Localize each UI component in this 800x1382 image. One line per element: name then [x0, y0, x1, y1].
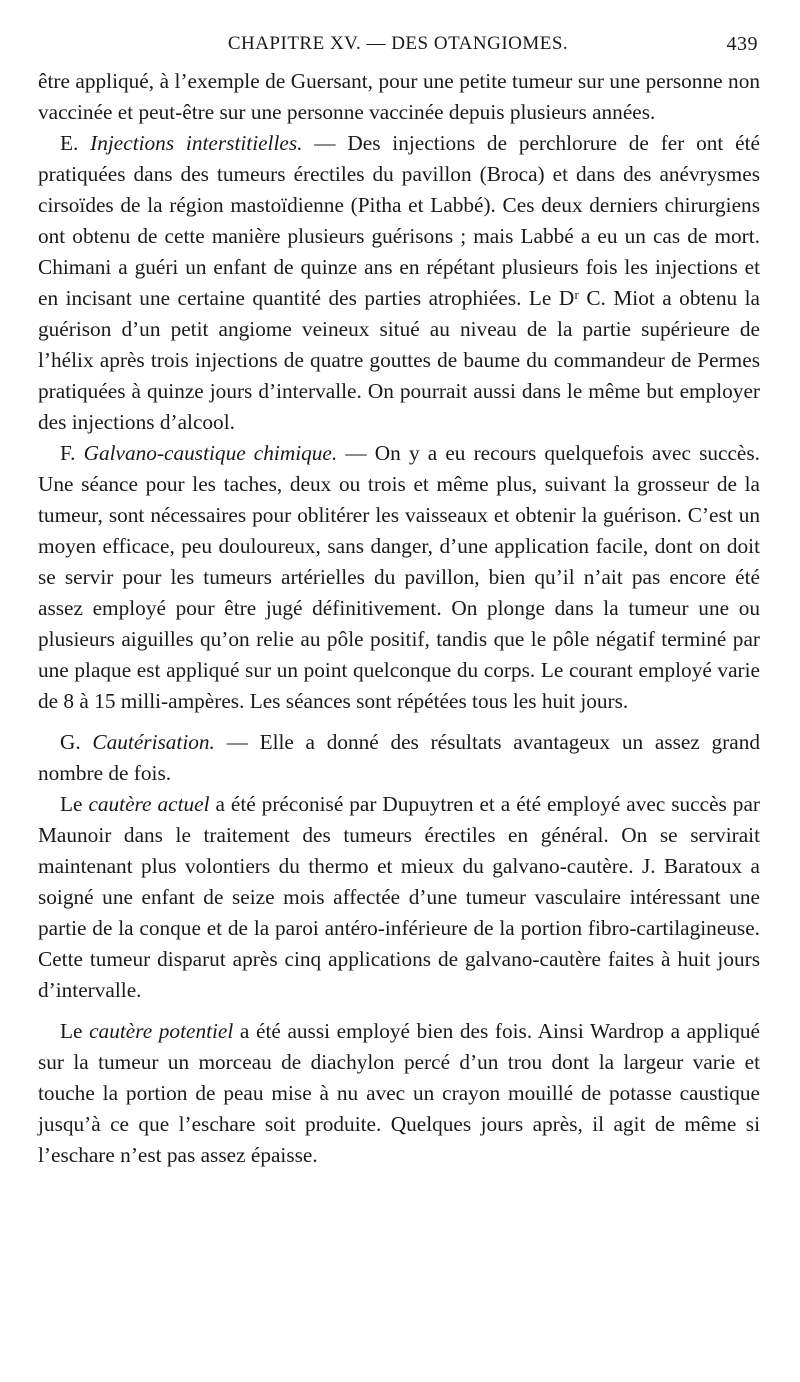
paragraph-cautere-actuel — [38, 789, 760, 1006]
paragraph-text: a été aussi employé bien des fois. Ainsi Wardrop a appliqué sur la tumeur un morceau de diachylon percé d’un trou dont la largeur varie et touche la portion de peau mise à nu avec un crayon mouillé de potasse caustique jusqu’à ce que l’eschare soit produite. Quelques jours après, il agit de même si l’eschare n’est pas assez épaisse. — [38, 1019, 760, 1167]
section-letter: F. — [60, 441, 84, 465]
section-heading: cautère potentiel — [89, 1019, 234, 1043]
section-heading: Galvano-caustique chimique. — [83, 441, 338, 465]
paragraph-injections — [38, 128, 760, 438]
page-header — [38, 33, 758, 59]
paragraph-text: — On y a eu recours quelquefois avec succès. Une séance pour les taches, deux ou trois et même plus, suivant la grosseur de la tumeur, sont nécessaires pour oblitérer les vaisseaux et obtenir la guérison. C’est un moyen efficace, peu douloureux, sans danger, d’une application facile, dont on doit se servir pour les tumeurs artérielles du pavillon, bien qu’il n’ait pas encore été assez employé pour être jugé définitivement. On plonge dans la tumeur une ou plusieurs aiguilles qu’on relie au pôle positif, tandis que le pôle négatif terminé par une plaque est appliqué sur un point quelconque du corps. Le courant employé varie de 8 à 15 milli-ampères. Les séances sont répétées tous les huit jours. — [38, 441, 760, 713]
paragraph-text: — Des injections de perchlorure de fer ont été pratiquées dans des tumeurs érectiles du pavillon (Broca) et dans des anévrysmes cirsoïdes de la région mastoïdienne (Pitha et Labbé). Ces deux derniers chirurgiens ont obtenu de cette manière plusieurs guérisons ; mais Labbé a eu un cas de mort. Chimani a guéri un enfant de quinze ans en répétant plusieurs fois les injections et en incisant une certaine quantité des parties atrophiées. Le Dʳ C. Miot a obtenu la guérison d’un petit angiome veineux situé au niveau de la partie supérieure de l’hélix après trois injections de quatre gouttes de baume du commandeur de Permes pratiquées à quinze jours d’intervalle. On pourrait aussi dans le même but employer des injections d’alcool. — [38, 131, 760, 434]
paragraph-cautere-potentiel — [38, 1016, 760, 1171]
section-heading: cautère actuel — [88, 792, 210, 816]
section-heading: Injections interstitielles. — [90, 131, 303, 155]
paragraph-continuation — [38, 66, 760, 128]
paragraph-lead: Le — [60, 1019, 90, 1043]
paragraph-lead: Le — [60, 792, 89, 816]
paragraph-text: a été préconisé par Dupuytren et a été employé avec succès par Maunoir dans le traitement des tumeurs érectiles en général. On se servirait maintenant plus volontiers du thermo et mieux du galvano-cautère. J. Baratoux a soigné une enfant de seize mois affectée d’une tumeur vasculaire intéressant une partie de la conque et de la paroi antéro-inférieure de la portion fibro-cartilagineuse. Cette tumeur disparut après cinq applications de galvano-cautère faites à huit jours d’intervalle. — [38, 792, 760, 1002]
page-number: 439 — [726, 33, 758, 55]
section-letter: E. — [60, 131, 91, 155]
paragraph-cauterisation — [38, 727, 760, 789]
section-heading: Cautérisation. — [92, 730, 215, 754]
paragraph-text: être appliqué, à l’exemple de Guersant, pour une petite tumeur sur une personne non vaccinée et peut-être sur une personne vaccinée depuis plusieurs années. — [38, 69, 760, 124]
paragraph-text: — Elle a donné des résultats avantageux un assez grand nombre de fois. — [38, 730, 760, 785]
running-title: CHAPITRE XV. — DES OTANGIOMES. — [227, 33, 569, 54]
page-body — [38, 66, 760, 1171]
paragraph-galvano-caustique — [38, 438, 760, 717]
section-letter: G. — [60, 730, 93, 754]
